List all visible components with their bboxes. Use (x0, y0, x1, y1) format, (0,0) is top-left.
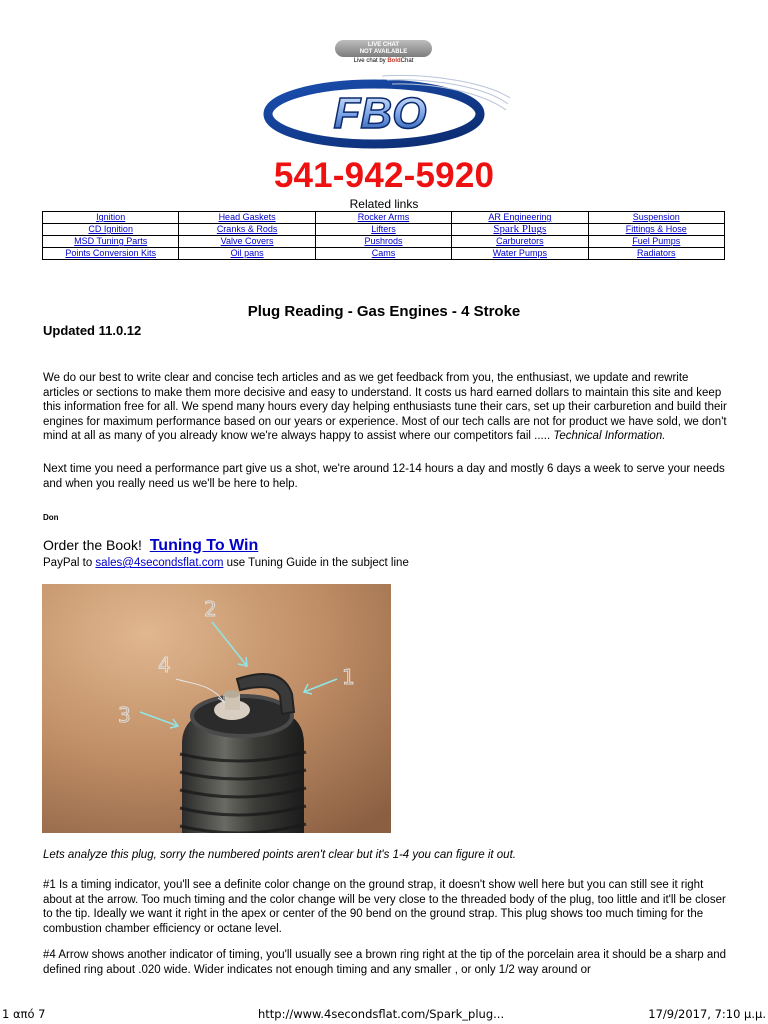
related-links-table (42, 211, 725, 260)
related-links-cell (588, 212, 724, 224)
boldchat-brand-bold: Bold (387, 58, 401, 64)
live-chat-line2: NOT AVAILABLE (359, 48, 408, 55)
live-chat-button[interactable] (335, 40, 432, 57)
boldchat-brand-rest: Chat (400, 58, 414, 64)
signature: Don (43, 513, 59, 522)
article-title: Plug Reading - Gas Engines - 4 Stroke (247, 303, 521, 320)
related-links-row (43, 212, 725, 224)
link-fuel-pumps[interactable]: Fuel Pumps (632, 236, 681, 246)
related-links-cell (315, 248, 451, 260)
related-links-row (43, 248, 725, 260)
order-book-prefix: Order the Book! (43, 537, 142, 553)
link-cranks-rods[interactable]: Cranks & Rods (216, 224, 278, 234)
live-chat-credit-prefix: Live chat by (353, 58, 388, 64)
related-links-cell (588, 248, 724, 260)
related-links-cell (452, 212, 588, 224)
related-links-row (43, 236, 725, 248)
photo-label-2: 2 (204, 597, 217, 621)
live-chat-widget[interactable] (335, 40, 432, 64)
phone-number: 541-942-5920 (273, 156, 495, 195)
order-book-line (43, 537, 258, 555)
live-chat-line1: LIVE CHAT (367, 41, 400, 48)
live-chat-credit (335, 58, 432, 64)
point-4-paragraph: #4 Arrow shows another indicator of timing, you'll usually see a brown ring right at the tip of the porcelain area it should be a sharp and defined ring about .020 wide. Wider indicates not enough timing and any smaller , or only 1/2 way around or (43, 949, 727, 976)
related-links-cell (452, 236, 588, 248)
related-links-cell (43, 212, 179, 224)
related-links-cell (179, 212, 315, 224)
link-lifters[interactable]: Lifters (371, 224, 396, 234)
paypal-line (43, 557, 409, 569)
photo-label-1: 1 (342, 665, 355, 689)
link-valve-covers[interactable]: Valve Covers (220, 236, 274, 246)
link-radiators[interactable]: Radiators (637, 248, 676, 258)
footer-datetime: 17/9/2017, 7:10 μ.μ. (648, 1007, 766, 1021)
spark-plug-photo (42, 584, 391, 833)
related-links-row (43, 224, 725, 236)
footer-page-count: 1 από 7 (2, 1007, 46, 1021)
sales-email-link[interactable]: sales@4secondsflat.com (95, 557, 224, 569)
link-msd-tuning-parts[interactable]: MSD Tuning Parts (74, 236, 148, 246)
related-links-cell (43, 248, 179, 260)
photo-label-4: 4 (158, 653, 171, 677)
footer-url: http://www.4secondsflat.com/Spark_plug... (258, 1007, 505, 1021)
link-pushrods[interactable]: Pushrods (364, 236, 403, 246)
link-oil-pans[interactable]: Oil pans (230, 248, 264, 258)
link-ignition[interactable]: Ignition (96, 212, 126, 222)
link-suspension[interactable]: Suspension (632, 212, 680, 222)
next-time-paragraph: Next time you need a performance part give us a shot, we're around 12-14 hours a day and mostly 6 days a week to serve your needs and when you really need us we'll be here to help. (43, 463, 725, 490)
related-links-cell (452, 224, 588, 236)
link-rocker-arms[interactable]: Rocker Arms (357, 212, 410, 222)
link-water-pumps[interactable]: Water Pumps (492, 248, 547, 258)
related-links-title: Related links (349, 197, 419, 211)
point-1-paragraph: #1 Is a timing indicator, you'll see a definite color change on the ground strap, it doesn't show well here but you can still see it right about at the arrow. Too much timing and the color change will be very close to the threaded body of the plug, too little and it'll be closer to the tip. Ideally we want it right in the apex or center of the 90 bend on the ground strap. This plug shows too much timing for the combustion chamber efficiency or octane level. (43, 879, 726, 935)
link-cd-ignition[interactable]: CD Ignition (88, 224, 133, 234)
link-fittings-hose[interactable]: Fittings & Hose (625, 224, 687, 234)
paypal-prefix: PayPal to (43, 557, 96, 569)
link-head-gaskets[interactable]: Head Gaskets (218, 212, 276, 222)
related-links-cell (315, 224, 451, 236)
related-links-cell (315, 236, 451, 248)
fbo-logo-text: FBO (333, 89, 427, 138)
related-links-cell (43, 236, 179, 248)
link-cams[interactable]: Cams (371, 248, 396, 258)
photo-label-3: 3 (118, 703, 131, 727)
print-footer (0, 1007, 768, 1021)
intro-italic: Technical Information. (553, 430, 666, 442)
related-links-cell (43, 224, 179, 236)
related-links-cell (315, 212, 451, 224)
related-links-cell (179, 248, 315, 260)
link-points-conversion-kits[interactable]: Points Conversion Kits (65, 248, 156, 258)
paypal-suffix: use Tuning Guide in the subject line (223, 557, 409, 569)
link-carburetors[interactable]: Carburetors (496, 236, 544, 246)
photo-caption: Lets analyze this plug, sorry the numbered points aren't clear but it's 1-4 you can figure it out. (43, 849, 516, 861)
related-links-cell (179, 224, 315, 236)
intro-text: We do our best to write clear and concise tech articles and as we get feedback from you, the enthusiast, we update and rewrite articles or sections to make them more decisive and easy to understand. It costs us hard earned dollars to maintain this site and keep this information free for all. We spend many hours every day helping enthusiasts tune their cars, set up their carburetion and build their engines for maximum performance based on our years or experience. Most of our tech calls are not for product we have sold, we don't mind at all as many of you already know we're always happy to assist where our competitors fail ..... (43, 372, 727, 442)
related-links-cell (588, 224, 724, 236)
link-ar-engineering[interactable]: AR Engineering (488, 212, 552, 222)
intro-paragraph (43, 371, 728, 444)
link-spark-plugs[interactable]: Spark Plugs (493, 223, 547, 235)
related-links-cell (452, 248, 588, 260)
fbo-logo (262, 68, 512, 153)
related-links-cell (588, 236, 724, 248)
updated-date: Updated 11.0.12 (43, 323, 142, 338)
tuning-to-win-link[interactable]: Tuning To Win (149, 537, 259, 554)
related-links-cell (179, 236, 315, 248)
